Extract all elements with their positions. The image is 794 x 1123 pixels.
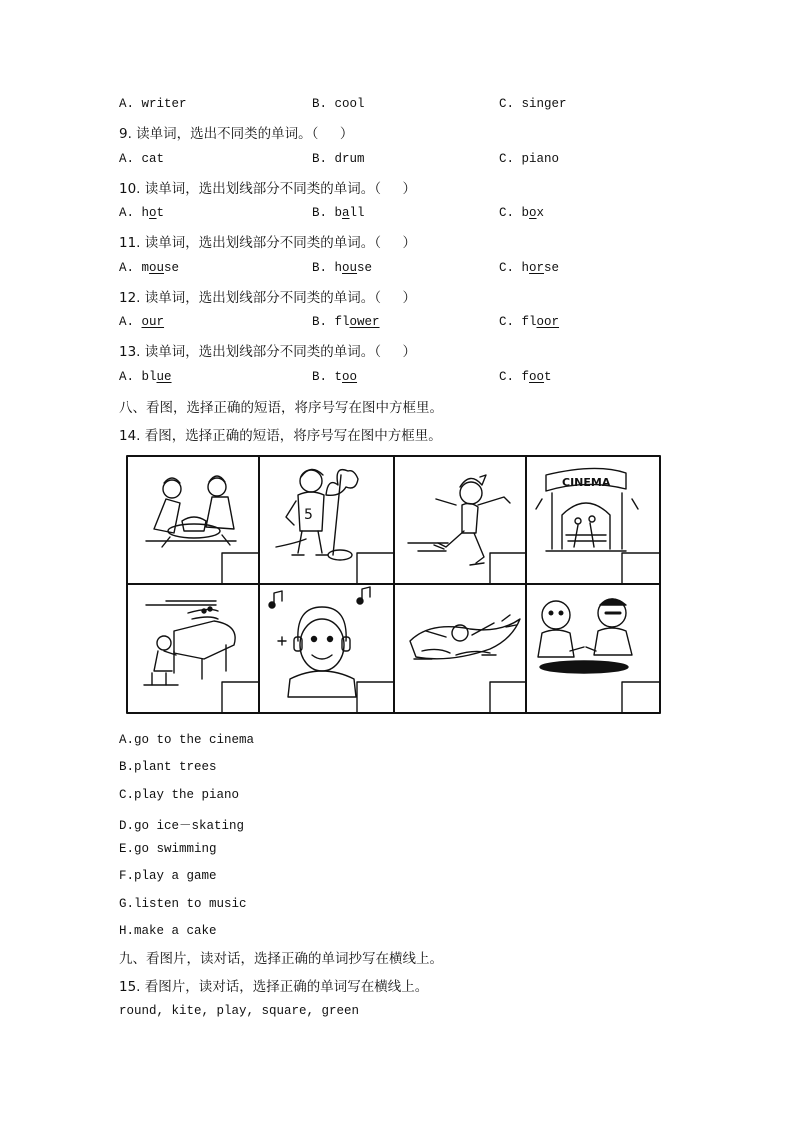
play-piano-picture [144, 601, 235, 685]
cinema-picture [536, 468, 638, 551]
play-game-picture [538, 599, 632, 673]
section-9-heading: 九、看图片，读对话，选择正确的单词抄写在横线上。 [119, 951, 443, 967]
option-a: A. cat [119, 152, 165, 166]
option-b: B. flower [312, 315, 380, 329]
answer-box-3[interactable] [490, 553, 526, 584]
phrase-h: H.make a cake [119, 924, 217, 938]
picture-grid [126, 455, 661, 715]
question-9: 9. 读单词，选出不同类的单词。（ ） [119, 126, 354, 142]
ice-skating-picture [408, 475, 510, 565]
question-10: 10. 读单词，选出划线部分不同类的单词。（ ） [119, 181, 416, 197]
option-b: B. too [312, 370, 358, 384]
option-c: C. foot [499, 370, 552, 384]
option-a: A. blue [119, 370, 172, 384]
phrase-a: A.go to the cinema [119, 733, 255, 747]
answer-box-7[interactable] [490, 682, 526, 713]
option-c: C. floor [499, 315, 560, 329]
option-b: B. drum [312, 152, 365, 166]
options-row-9 [0, 152, 794, 170]
phrase-g: G.listen to music [119, 897, 247, 911]
option-c: C. box [499, 206, 545, 220]
phrase-b: B.plant trees [119, 760, 217, 774]
answer-box-6[interactable] [357, 682, 394, 713]
options-row-11 [0, 261, 794, 279]
make-cake-picture [146, 476, 236, 547]
option-c: C. horse [499, 261, 560, 275]
option-c: C. singer [499, 97, 567, 111]
question-12: 12. 读单词，选出划线部分不同类的单词。（ ） [119, 290, 416, 306]
options-row-12 [0, 315, 794, 333]
answer-box-2[interactable] [357, 553, 394, 584]
options-row-13 [0, 370, 794, 388]
word-bank: round, kite, play, square, green [119, 1004, 360, 1018]
phrase-f: F.play a game [119, 869, 217, 883]
option-a: A. writer [119, 97, 187, 111]
question-11: 11. 读单词，选出划线部分不同类的单词。（ ） [119, 235, 416, 251]
option-a: A. mouse [119, 261, 180, 275]
answer-box-8[interactable] [622, 682, 660, 713]
option-c: C. piano [499, 152, 560, 166]
phrase-c: C.play the piano [119, 788, 240, 802]
phrase-e: E.go swimming [119, 842, 217, 856]
option-b: B. house [312, 261, 373, 275]
phrase-d: D.go ice－skating [119, 819, 245, 833]
answer-box-4[interactable] [622, 553, 660, 584]
answer-box-1[interactable] [222, 553, 259, 584]
options-row-8 [0, 97, 794, 115]
option-a: A. our [119, 315, 165, 329]
question-13: 13. 读单词，选出划线部分不同类的单词。（ ） [119, 344, 416, 360]
question-15: 15. 看图片，读对话，选择正确的单词写在横线上。 [119, 979, 429, 995]
plant-trees-picture [276, 469, 358, 560]
listen-music-picture [269, 587, 370, 697]
option-a: A. hot [119, 206, 165, 220]
options-row-10 [0, 206, 794, 224]
answer-box-5[interactable] [222, 682, 259, 713]
swimming-picture [410, 615, 520, 659]
shirt-number-label: 5 [304, 507, 313, 523]
option-b: B. ball [312, 206, 365, 220]
option-b: B. cool [312, 97, 365, 111]
question-14: 14. 看图，选择正确的短语，将序号写在图中方框里。 [119, 428, 442, 444]
section-8-heading: 八、看图，选择正确的短语，将序号写在图中方框里。 [119, 400, 443, 416]
cinema-sign-label: CINEMA [562, 476, 611, 489]
